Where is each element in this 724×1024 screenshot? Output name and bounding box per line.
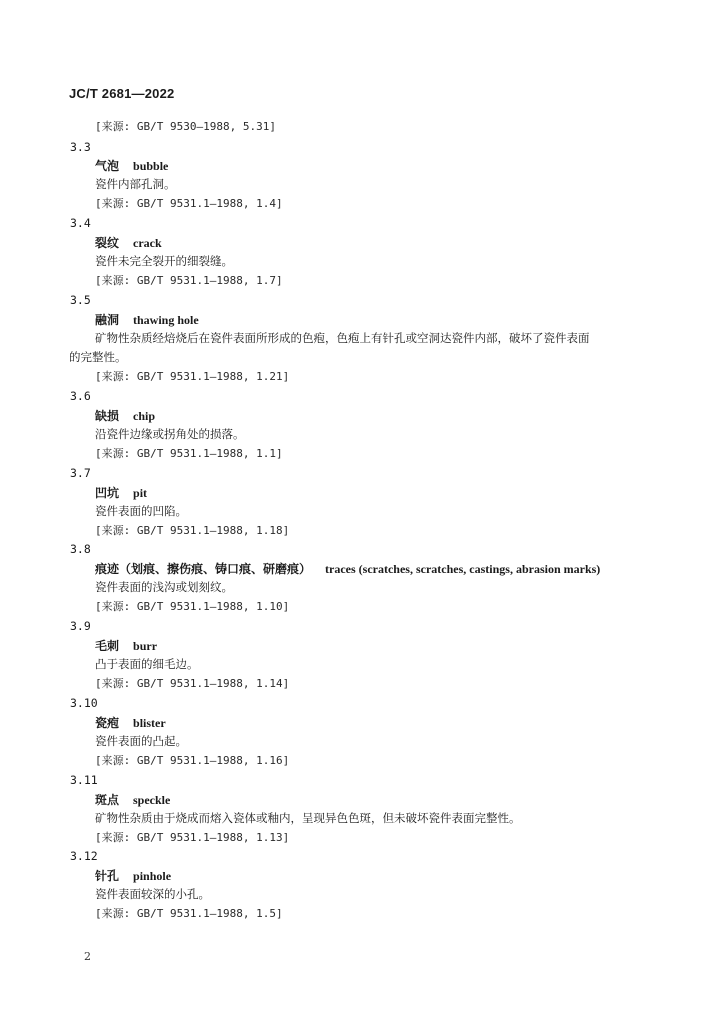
clause-number: 3.11: [70, 773, 98, 787]
clause-number: 3.8: [70, 542, 91, 556]
term-definition: 瓷件表面较深的小孔。: [95, 887, 210, 901]
term-heading: [95, 157, 168, 174]
term-english: pinhole: [133, 869, 172, 883]
term-heading: [95, 560, 600, 577]
term-english: blister: [133, 716, 166, 730]
term-source: [来源: GB/T 9531.1—1988, 1.5]: [95, 907, 283, 920]
term-chinese: 痕迹（划痕、擦伤痕、铸口痕、研磨痕）: [95, 562, 312, 576]
term-heading: [95, 234, 162, 251]
term-english: burr: [133, 639, 158, 653]
term-source: [来源: GB/T 9531.1—1988, 1.14]: [95, 677, 290, 690]
term-heading: [95, 311, 199, 328]
term-source: [来源: GB/T 9531.1—1988, 1.4]: [95, 197, 283, 210]
term-definition: 矿物性杂质由于烧成而熔入瓷体或釉内，呈现异色色斑，但未破坏瓷件表面完整性。: [95, 811, 521, 825]
term-heading: [95, 407, 155, 424]
clause-number: 3.10: [70, 696, 98, 710]
term-chinese: 裂纹: [95, 236, 120, 250]
term-chinese: 融洞: [95, 313, 120, 327]
term-english: thawing hole: [133, 313, 199, 327]
term-chinese: 缺损: [95, 409, 120, 423]
term-source: [来源: GB/T 9531.1—1988, 1.13]: [95, 831, 290, 844]
term-definition: 沿瓷件边缘或拐角处的损落。: [95, 427, 245, 441]
term-definition: 瓷件未完全裂开的细裂缝。: [95, 254, 233, 268]
term-definition: 瓷件内部孔洞。: [95, 177, 176, 191]
term-definition: 瓷件表面的凹陷。: [95, 504, 187, 518]
page-number: 2: [84, 950, 91, 963]
clause-number: 3.7: [70, 466, 91, 480]
term-source: [来源: GB/T 9531.1—1988, 1.10]: [95, 600, 290, 613]
term-chinese: 针孔: [95, 869, 120, 883]
term-english: bubble: [133, 159, 169, 173]
term-source: [来源: GB/T 9531.1—1988, 1.1]: [95, 447, 283, 460]
term-source: [来源: GB/T 9531.1—1988, 1.7]: [95, 274, 283, 287]
clause-number: 3.4: [70, 216, 91, 230]
term-definition-continued: 的完整性。: [69, 350, 127, 364]
clause-number: 3.12: [70, 849, 98, 863]
clause-number: 3.6: [70, 389, 91, 403]
term-english: crack: [133, 236, 162, 250]
clause-number: 3.9: [70, 619, 91, 633]
term-source: [来源: GB/T 9531.1—1988, 1.21]: [95, 370, 290, 383]
term-english: traces (scratches, scratches, castings, abrasion marks): [325, 562, 601, 576]
term-english: chip: [133, 409, 156, 423]
clause-number: 3.5: [70, 293, 91, 307]
term-chinese: 凹坑: [95, 486, 120, 500]
term-heading: [95, 484, 147, 501]
term-heading: [95, 791, 170, 808]
term-definition: 瓷件表面的浅沟或划刻纹。: [95, 580, 233, 594]
term-chinese: 毛刺: [95, 639, 120, 653]
term-heading: [95, 867, 171, 884]
clause-number: 3.3: [70, 140, 91, 154]
term-source: [来源: GB/T 9530—1988, 5.31]: [95, 120, 276, 133]
term-source: [来源: GB/T 9531.1—1988, 1.18]: [95, 524, 290, 537]
term-chinese: 斑点: [95, 793, 120, 807]
term-definition: 瓷件表面的凸起。: [95, 734, 187, 748]
term-heading: [95, 714, 166, 731]
term-definition: 矿物性杂质经焙烧后在瓷件表面所形成的色疱，色疱上有针孔或空洞达瓷件内部，破坏了瓷件表面: [95, 331, 590, 345]
term-english: pit: [133, 486, 148, 500]
document-code-header: JC/T 2681—2022: [69, 86, 175, 101]
term-chinese: 气泡: [95, 159, 120, 173]
term-english: speckle: [133, 793, 171, 807]
term-definition: 凸于表面的细毛边。: [95, 657, 199, 671]
term-heading: [95, 637, 157, 654]
term-chinese: 瓷疱: [95, 716, 120, 730]
term-source: [来源: GB/T 9531.1—1988, 1.16]: [95, 754, 290, 767]
